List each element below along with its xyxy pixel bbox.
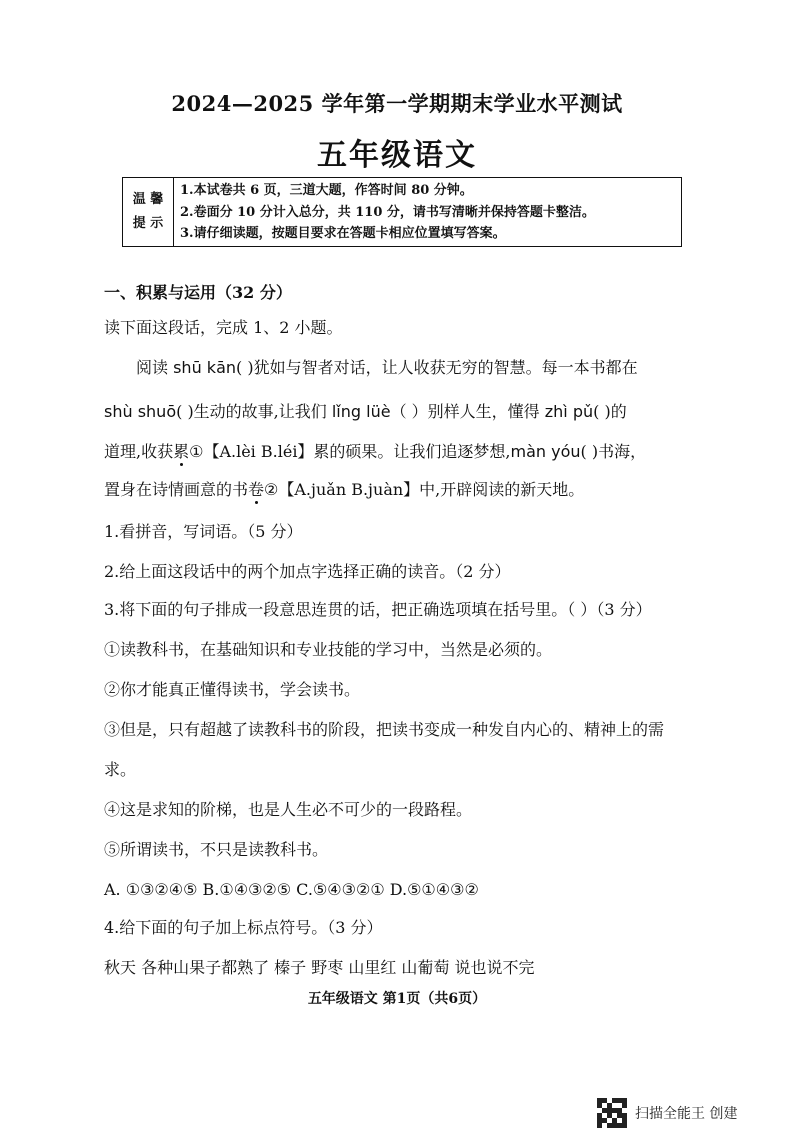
question-2: 2.给上面这段话中的两个加点字选择正确的读音。（2 分） — [104, 562, 511, 581]
q3-item: ①读教科书，在基础知识和专业技能的学习中，当然是必须的。 — [104, 640, 553, 659]
tip-item: 3.请仔细读题，按题目要求在答题卡相应位置填写答案。 — [180, 226, 506, 241]
dotted-char-juan: 卷 — [248, 480, 265, 499]
q3-item: ②你才能真正懂得读书，学会读书。 — [104, 680, 361, 699]
pinyin-man-you: màn yóu — [510, 442, 581, 461]
passage-line-2: shù shuō( )生动的故事,让我们 lǐng lüè（ ）别样人生，懂得 zhì pǔ( )的 — [104, 402, 627, 421]
page-footer: 五年级语文 第1页（共6页） — [307, 991, 487, 1007]
pinyin-ling-lue: lǐng lüè — [331, 402, 391, 421]
q3-item: ⑤所谓读书，不只是读教科书。 — [104, 840, 329, 859]
dotted-char-lei: 累 — [173, 442, 190, 461]
pinyin-shu-shuo: shù shuō — [104, 402, 177, 421]
exam-title: 2024—2025 学年第一学期期末学业水平测试 — [171, 91, 623, 116]
q3-item: 求。 — [104, 760, 137, 779]
q3-item: ③但是，只有超越了读教科书的阶段，把读书变成一种发自内心的、精神上的需 — [104, 720, 665, 739]
passage-line-4: 置身在诗情画意的书卷②【A.juǎn B.juàn】中,开辟阅读的新天地。 — [104, 480, 585, 499]
reading-intro: 读下面这段话，完成 1、2 小题。 — [104, 318, 343, 337]
q3-item: ④这是求知的阶梯，也是人生必不可少的一段路程。 — [104, 800, 473, 819]
tips-label-line1: 温 馨 — [132, 192, 164, 207]
q3-options: A. ①③②④⑤ B.①④③②⑤ C.⑤④③②① D.⑤①④③② — [104, 880, 479, 899]
watermark-text: 扫描全能王 创建 — [635, 1106, 738, 1122]
tip-item: 1.本试卷共 6 页，三道大题，作答时间 80 分钟。 — [180, 183, 473, 198]
tip-item: 2.卷面分 10 分计入总分，共 110 分，请书写清晰并保持答题卡整洁。 — [180, 204, 595, 220]
pinyin-shu-kan: shū kān — [173, 358, 237, 377]
tips-label-line2: 提 示 — [132, 216, 164, 231]
qr-code-icon — [597, 1098, 627, 1128]
passage-line-1: 阅读 shū kān( )犹如与智者对话，让人收获无穷的智慧。每一本书都在 — [136, 358, 638, 377]
question-4: 4.给下面的句子加上标点符号。（3 分） — [104, 918, 383, 937]
question-1: 1.看拼音，写词语。（5 分） — [104, 522, 303, 541]
passage-line-3: 道理,收获累①【A.lèi B.léi】累的硕果。让我们追逐梦想,màn yóu( )书海， — [104, 442, 647, 461]
scanner-watermark — [597, 1098, 737, 1128]
question-3: 3.将下面的句子排成一段意思连贯的话，把正确选项填在括号里。（ ）（3 分） — [104, 600, 652, 619]
subject-title: 五年级语文 — [317, 138, 477, 173]
tips-box — [122, 177, 682, 247]
q4-sentence: 秋天 各种山果子都熟了 榛子 野枣 山里红 山葡萄 说也说不完 — [104, 958, 535, 977]
pinyin-zhi-pu: zhì pǔ — [544, 402, 594, 421]
tips-list — [174, 178, 681, 246]
section-heading: 一、积累与运用（32 分） — [104, 283, 292, 302]
tips-label — [123, 178, 174, 246]
